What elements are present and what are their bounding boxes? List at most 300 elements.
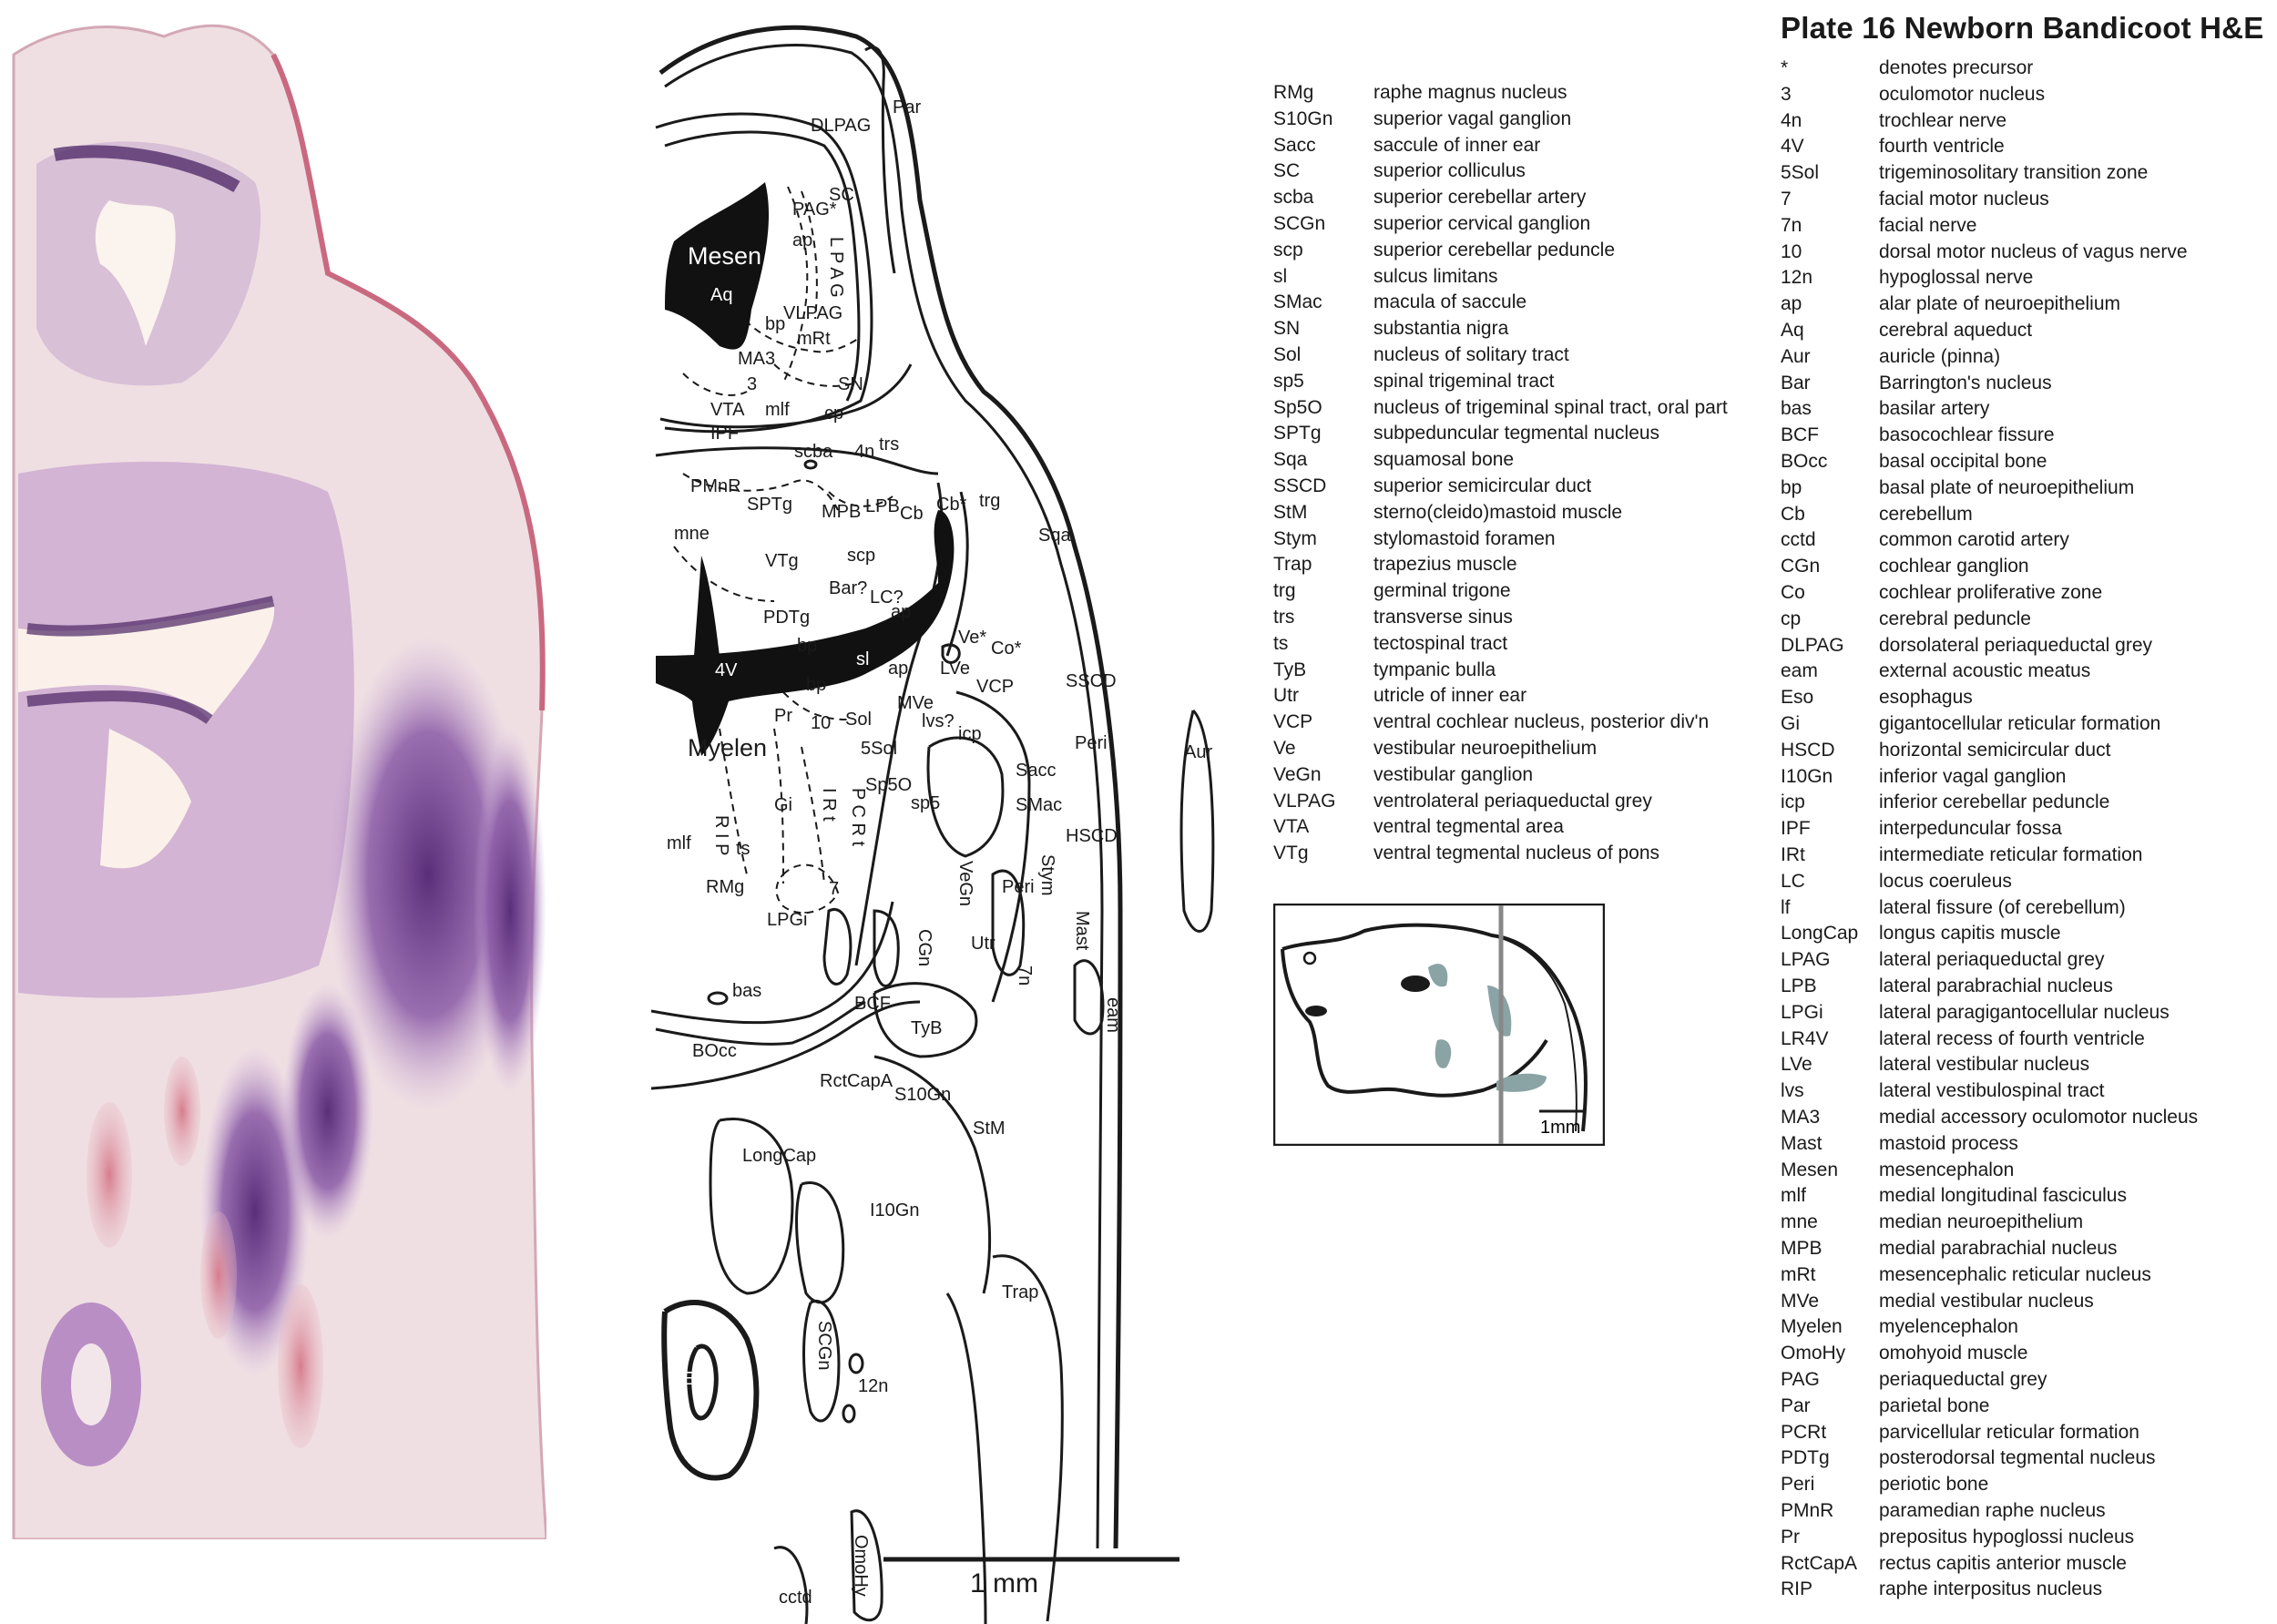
label-ap-2: ap (891, 602, 912, 622)
label-i10gn: I10Gn (870, 1200, 920, 1221)
legend-abbreviation: LongCap (1781, 923, 1859, 945)
legend-abbreviation: cctd (1781, 529, 1816, 551)
legend-definition: basilar artery (1879, 398, 1990, 420)
legend-definition: posterodorsal tegmental nucleus (1879, 1447, 2156, 1469)
label-eso: Eso (683, 1369, 715, 1389)
legend-definition: auricle (pinna) (1879, 345, 2001, 367)
label-utr: Utr (971, 934, 996, 954)
eam-outline (1075, 961, 1103, 1034)
label-vcp: VCP (976, 677, 1015, 697)
label-mlf-1: mlf (765, 400, 790, 420)
label-rip: R I P (711, 815, 731, 856)
label-sol: Sol (845, 710, 872, 730)
legend-definition: denotes precursor (1879, 57, 2034, 78)
legend-definition: subpeduncular tegmental nucleus (1373, 423, 1660, 444)
legend-definition: sulcus limitans (1373, 265, 1498, 287)
legend-abbreviation: Sqa (1273, 449, 1308, 471)
label-trap: Trap (1002, 1282, 1039, 1302)
legend-abbreviation: LPGi (1781, 1001, 1823, 1023)
legend-abbreviation: 4n (1781, 109, 1802, 131)
label-aur: Aur (1184, 742, 1213, 762)
legend-definition: lateral periaqueductal grey (1879, 949, 2105, 971)
legend-definition: superior cerebellar artery (1373, 187, 1587, 209)
legend-abbreviation: Eso (1781, 687, 1814, 709)
label-tyb: TyB (911, 1018, 943, 1038)
plate-title: Plate 16 Newborn Bandicoot H&E (1781, 11, 2264, 45)
muscle-stain (164, 1057, 200, 1166)
legend-definition: utricle of inner ear (1373, 685, 1527, 707)
label-s10gn: S10Gn (894, 1085, 952, 1105)
label-myelen: Myelen (688, 734, 768, 761)
legend-abbreviation: Sp5O (1273, 396, 1322, 418)
label-bp-1: bp (765, 314, 786, 334)
label-cb: Cb (900, 504, 924, 524)
legend-definition: prepositus hypoglossi nucleus (1879, 1526, 2135, 1547)
legend-definition: nucleus of trigeminal spinal tract, oral part (1373, 396, 1728, 418)
label-eam: eam (1103, 997, 1123, 1033)
legend-definition: lateral fissure (of cerebellum) (1879, 896, 2126, 918)
label-hscd: HSCD (1066, 826, 1118, 846)
legend-definition: raphe interpositus nucleus (1879, 1578, 2103, 1600)
legend-abbreviation: TyB (1273, 659, 1307, 680)
legend-definition: myelencephalon (1879, 1316, 2018, 1338)
legend-definition: superior vagal ganglion (1373, 107, 1572, 129)
legend-abbreviation: VCP (1273, 711, 1313, 733)
muscle-stain (200, 1211, 237, 1339)
label-aq: Aq (710, 285, 733, 305)
label-dlpag: DLPAG (811, 116, 872, 136)
label-irt: I R t (819, 788, 839, 822)
legend-abbreviation: PAG (1781, 1369, 1820, 1390)
legend-abbreviation: trs (1273, 607, 1295, 628)
label-lr4v: LR4V (970, 513, 1016, 533)
legend-abbreviation: RctCapA (1781, 1552, 1858, 1574)
legend-abbreviation: Trap (1273, 554, 1312, 576)
legend-abbreviation: MPB (1781, 1238, 1823, 1259)
label-mesen: Mesen (688, 242, 762, 270)
legend-abbreviation: IRt (1781, 844, 1805, 865)
legend-abbreviation: VLPAG (1273, 790, 1336, 812)
label-pmnr: PMnR (690, 476, 741, 496)
label-ve: Ve* (958, 628, 987, 648)
legend-definition: dorsolateral periaqueductal grey (1879, 634, 2153, 656)
legend-abbreviation: mlf (1781, 1185, 1806, 1207)
legend-definition: stylomastoid foramen (1373, 527, 1556, 549)
legend-abbreviation: I10Gn (1781, 765, 1833, 787)
legend-abbreviation: PCRt (1781, 1421, 1827, 1443)
label-sacc: Sacc (1016, 761, 1057, 781)
label-bp-2: bp (797, 636, 818, 656)
legend-definition: external acoustic meatus (1879, 660, 2091, 682)
legend-definition: cochlear ganglion (1879, 556, 2029, 577)
legend-definition: locus coeruleus (1879, 870, 2012, 892)
label-ts: ts (736, 839, 750, 859)
esophagus-lumen (71, 1343, 111, 1425)
legend-abbreviation: Sol (1273, 344, 1302, 365)
legend-abbreviation: Mesen (1781, 1159, 1839, 1180)
legend-abbreviation: OmoHy (1781, 1343, 1846, 1364)
legend-definition: transverse sinus (1373, 607, 1513, 628)
legend-definition: vestibular neuroepithelium (1373, 738, 1598, 759)
hindbrain-tissue (18, 462, 354, 998)
legend-definition: facial nerve (1879, 214, 1977, 236)
label-5sol: 5Sol (861, 739, 898, 759)
legend-abbreviation: LVe (1781, 1054, 1812, 1076)
label-scp: scp (847, 546, 876, 566)
legend-abbreviation: mRt (1781, 1263, 1816, 1285)
label-co: Co* (991, 638, 1022, 659)
legend-definition: medial accessory oculomotor nucleus (1879, 1107, 2199, 1128)
legend-definition: spinal trigeminal tract (1373, 370, 1555, 392)
label-stym: Stym (1037, 854, 1057, 896)
histology-photo (0, 0, 546, 1539)
legend-abbreviation: sl (1273, 265, 1288, 287)
legend-definition: lateral vestibular nucleus (1879, 1054, 2090, 1076)
legend-abbreviation: 3 (1781, 83, 1792, 105)
legend-definition: ventral cochlear nucleus, posterior div'n (1373, 711, 1710, 733)
cctd-outline (774, 1547, 807, 1624)
legend-definition: omohyoid muscle (1879, 1343, 2028, 1364)
legend-abbreviation: IPF (1781, 818, 1811, 840)
legend-abbreviation: Pr (1781, 1526, 1800, 1547)
label-4n: 4n (854, 442, 875, 462)
legend-abbreviation: mne (1781, 1211, 1818, 1233)
legend-definition: trigeminosolitary transition zone (1879, 162, 2149, 184)
legend-definition: saccule of inner ear (1373, 134, 1541, 156)
legend-definition: median neuroepithelium (1879, 1211, 2084, 1233)
label-bp-3: bp (806, 675, 827, 695)
label-scgn: SCGn (814, 1321, 834, 1371)
legend-definition: cerebral peduncle (1879, 608, 2031, 629)
legend-definition: cochlear proliferative zone (1879, 582, 2103, 603)
legend-abbreviation: Myelen (1781, 1316, 1843, 1338)
label-lpag: L P A G (826, 237, 846, 298)
legend-definition: alar plate of neuroepithelium (1879, 293, 2121, 315)
label-omohy: OmoHy (851, 1535, 871, 1597)
legend-abbreviation: Aq (1781, 320, 1804, 341)
legend-abbreviation: SN (1273, 318, 1301, 340)
legend-abbreviation: SCGn (1273, 213, 1326, 234)
label-12n: 12n (858, 1376, 889, 1396)
legend-definition: facial motor nucleus (1879, 189, 2049, 209)
label-4v: 4V (715, 660, 738, 680)
label-peri-1: Peri (1075, 733, 1108, 753)
legend-abbreviation: trg (1273, 580, 1296, 602)
inset-ventricle (1401, 975, 1430, 992)
label-cgn: CGn (914, 929, 934, 967)
label-smac: SMac (1016, 795, 1063, 815)
legend-abbreviation: lvs (1781, 1080, 1804, 1102)
label-longcap: LongCap (742, 1146, 817, 1166)
legend-abbreviation: ts (1273, 632, 1289, 654)
legend-abbreviation: MA3 (1781, 1107, 1821, 1128)
muscle-stain (87, 1102, 132, 1248)
legend-abbreviation: PMnR (1781, 1500, 1834, 1521)
legend-definition: medial vestibular nucleus (1879, 1290, 2094, 1312)
label-sscd: SSCD (1066, 671, 1117, 691)
legend-definition: mesencephalic reticular nucleus (1879, 1263, 2151, 1285)
label-mlf-2: mlf (667, 833, 691, 853)
label-lpb: LPB (865, 496, 900, 516)
legend-abbreviation: Bar (1781, 372, 1811, 393)
label-stm: StM (973, 1118, 1006, 1139)
legend-abbreviation: BCF (1781, 424, 1819, 446)
label-vtg: VTg (765, 551, 799, 571)
legend-abbreviation: Aur (1781, 345, 1811, 367)
legend-abbreviation: RMg (1273, 82, 1314, 103)
legend-abbreviation: Co (1781, 582, 1805, 603)
label-lvs: lvs? (922, 711, 955, 731)
legend-definition: mastoid process (1879, 1132, 2018, 1154)
twelven-vessel (850, 1354, 863, 1373)
legend-abbreviation: 12n (1781, 267, 1813, 289)
legend-abbreviation: SSCD (1273, 475, 1327, 496)
legend-definition: lateral recess of fourth ventricle (1879, 1027, 2145, 1049)
legend-abbreviation: 7 (1781, 189, 1792, 209)
legend-abbreviation: SC (1273, 160, 1301, 182)
legend-definition: fourth ventricle (1879, 136, 2005, 158)
label-rctcapa: RctCapA (820, 1071, 893, 1091)
legend-abbreviation: RIP (1781, 1578, 1813, 1600)
legend-definition: periaqueductal grey (1879, 1369, 2047, 1390)
label-mast: Mast (1072, 911, 1092, 951)
legend-abbreviation: eam (1781, 660, 1818, 682)
muscle-stain (278, 1284, 323, 1448)
legend-abbreviation: Cb (1781, 503, 1805, 525)
legend-abbreviation: Par (1781, 1394, 1811, 1416)
legend-definition: trapezius muscle (1373, 554, 1517, 576)
label-pr: Pr (774, 706, 792, 726)
label-trg: trg (979, 491, 1001, 511)
legend-definition: germinal trigone (1373, 580, 1511, 602)
label-bas: bas (732, 981, 762, 1001)
legend-definition: lateral parabrachial nucleus (1879, 975, 2113, 996)
label-7: 7 (829, 879, 840, 899)
label-lve: LVe (940, 659, 970, 679)
legend-abbreviation: LR4V (1781, 1027, 1829, 1049)
legend-abbreviation: PDTg (1781, 1447, 1830, 1469)
legend-abbreviation: ap (1781, 293, 1802, 315)
label-scba: scba (794, 442, 833, 462)
legend-abbreviation: lf (1781, 896, 1791, 918)
legend-definition: inferior vagal ganglion (1879, 765, 2067, 787)
label-sqa: Sqa (1038, 526, 1071, 546)
label-bcf: BCF (854, 994, 891, 1014)
scale-bar-label: 1 mm (970, 1568, 1038, 1598)
legend-definition: tectospinal tract (1373, 632, 1508, 654)
legend-definition: intermediate reticular formation (1879, 844, 2143, 865)
label-gi: Gi (774, 795, 792, 815)
label-sn: SN (838, 374, 863, 394)
legend-definition: macula of saccule (1373, 291, 1527, 313)
legend-definition: superior semicircular duct (1373, 475, 1592, 496)
label-pdtg: PDTg (763, 608, 811, 628)
legend-definition: tympanic bulla (1373, 659, 1496, 680)
legend-definition: medial parabrachial nucleus (1879, 1238, 2118, 1259)
label-ma3: MA3 (738, 349, 776, 369)
legend-abbreviation: Mast (1781, 1132, 1823, 1154)
label-mpb: MPB (822, 502, 862, 522)
legend-definition: trochlear nerve (1879, 109, 2007, 131)
bas-vessel (709, 993, 727, 1004)
legend-abbreviation: 10 (1781, 240, 1802, 262)
trap-outline (993, 1256, 1062, 1621)
legend-abbreviation: Gi (1781, 713, 1800, 734)
label-vta: VTA (710, 400, 745, 420)
label-trs: trs (879, 434, 900, 455)
label-mve: MVe (897, 693, 934, 713)
legend-abbreviation: LC (1781, 870, 1805, 892)
inset-scale-label: 1mm (1540, 1118, 1581, 1138)
label-sl-1: sl (783, 262, 797, 282)
legend-definition: superior cervical ganglion (1373, 213, 1591, 234)
label-mne: mne (674, 524, 710, 544)
legend-abbreviation: S10Gn (1273, 107, 1333, 129)
legend-abbreviation: bas (1781, 398, 1812, 420)
legend-definition: parvicellular reticular formation (1879, 1421, 2139, 1443)
legend-definition: medial longitudinal fasciculus (1879, 1185, 2127, 1207)
label-par: Par (893, 97, 922, 117)
legend-definition: ventral tegmental nucleus of pons (1373, 843, 1660, 864)
legend-abbreviation: Ve (1273, 738, 1296, 759)
legend-abbreviation: Peri (1781, 1474, 1815, 1496)
legend-definition: superior cerebellar peduncle (1373, 239, 1615, 260)
legend-abbreviation: VeGn (1273, 763, 1322, 785)
label-sp5: sp5 (911, 793, 941, 813)
legend-definition: mesencephalon (1879, 1159, 2015, 1180)
legend-definition: horizontal semicircular duct (1879, 739, 2111, 761)
legend-definition: cerebellum (1879, 503, 1973, 525)
legend-abbreviation: Utr (1273, 685, 1299, 707)
label-lf: lf (965, 584, 975, 604)
legend-abbreviation: HSCD (1781, 739, 1835, 761)
orientation-inset (1273, 904, 1605, 1146)
legend-abbreviation: BOcc (1781, 451, 1828, 472)
legend-definition: lateral vestibulospinal tract (1879, 1080, 2105, 1102)
legend-definition: interpeduncular fossa (1879, 818, 2062, 840)
legend-definition: Barrington's nucleus (1879, 372, 2052, 393)
scba-vessel (805, 461, 816, 468)
legend-abbreviation: VTA (1273, 816, 1310, 838)
label-7n: 7n (1015, 965, 1035, 986)
legend-definition: parietal bone (1879, 1394, 1990, 1416)
label-10: 10 (811, 713, 832, 733)
legend-definition: cerebral aqueduct (1879, 320, 2033, 341)
legend-definition: sterno(cleido)mastoid muscle (1373, 501, 1623, 523)
legend-definition: raphe magnus nucleus (1373, 82, 1567, 103)
label-peri-2: Peri (1002, 877, 1035, 897)
label-bocc: BOcc (692, 1041, 737, 1061)
legend-abbreviation: icp (1781, 792, 1805, 813)
legend-abbreviation: DLPAG (1781, 634, 1844, 656)
legend-abbreviation: scba (1273, 187, 1314, 209)
legend-abbreviation: scp (1273, 239, 1303, 260)
label-icp: icp (958, 724, 982, 744)
label-lc: LC? (870, 587, 904, 608)
ganglion-stain-2 (474, 729, 546, 1093)
label-ap-3: ap (888, 659, 909, 679)
legend-abbreviation: MVe (1781, 1290, 1820, 1312)
legend-definition: common carotid artery (1879, 529, 2069, 551)
legend-definition: hypoglossal nerve (1879, 267, 2034, 289)
label-ap-1: ap (792, 230, 813, 250)
legend-definition: longus capitis muscle (1879, 923, 2061, 945)
legend-abbreviation: SMac (1273, 291, 1322, 313)
label-lpgi: LPGi (767, 910, 808, 930)
legend-definition: periotic bone (1879, 1474, 1989, 1496)
label-cp: cp (824, 403, 844, 424)
legend-abbreviation: VTg (1273, 843, 1309, 864)
mne-fill (694, 556, 720, 656)
label-sc: SC (829, 185, 854, 205)
label-sl-2: sl (856, 649, 870, 669)
legend-abbreviation: CGn (1781, 556, 1821, 577)
legend-definition: oculomotor nucleus (1879, 83, 2046, 105)
legend-definition: esophagus (1879, 687, 1973, 709)
label-mrt: mRt (797, 329, 831, 349)
label-vlpag: VLPAG (783, 303, 843, 323)
label-ipf: IPF (710, 424, 740, 444)
legend-abbreviation: LPB (1781, 975, 1817, 996)
i10gn-outline (797, 1182, 843, 1302)
legend-abbreviation: * (1781, 57, 1789, 78)
legend-abbreviation: Stym (1273, 527, 1317, 549)
legend-definition: basal occipital bone (1879, 451, 2047, 472)
label-vegn: VeGn (955, 861, 975, 907)
legend-abbreviation: SPTg (1273, 423, 1322, 444)
par-bone (865, 47, 894, 273)
legend-abbreviation: bp (1781, 476, 1802, 498)
ma3-division (683, 373, 747, 395)
legend-abbreviation: LPAG (1781, 949, 1831, 971)
legend-abbreviation: cp (1781, 608, 1802, 629)
legend-abbreviation: 5Sol (1781, 162, 1820, 184)
legend-definition: rectus capitis anterior muscle (1879, 1552, 2127, 1574)
legend-definition: vestibular ganglion (1373, 763, 1534, 785)
twelven-vessel-2 (843, 1405, 854, 1422)
legend-abbreviation: sp5 (1273, 370, 1304, 392)
legend-abbreviation: StM (1273, 501, 1308, 523)
legend-definition: lateral paragigantocellular nucleus (1879, 1001, 2170, 1023)
inset-nose (1305, 1006, 1327, 1016)
legend-abbreviation: 4V (1781, 136, 1804, 158)
legend-abbreviation: 7n (1781, 214, 1802, 236)
legend-abbreviation: Sacc (1273, 134, 1316, 156)
cgn-outline (824, 909, 851, 984)
legend-definition: nucleus of solitary tract (1373, 344, 1569, 365)
label-pcrt: P C R t (848, 788, 868, 847)
label-3: 3 (747, 374, 758, 394)
vtg-division (674, 546, 774, 601)
legend-definition: basocochlear fissure (1879, 424, 2055, 446)
legend-definition: inferior cerebellar peduncle (1879, 792, 2110, 813)
anatomy-diagram (647, 0, 1230, 1624)
label-sp5o: Sp5O (865, 775, 913, 795)
legend-definition: gigantocellular reticular formation (1879, 713, 2161, 734)
legend-definition: superior colliculus (1373, 160, 1526, 182)
legend-definition: basal plate of neuroepithelium (1879, 476, 2135, 498)
lower-stain-2 (282, 984, 373, 1239)
legend-definition: ventral tegmental area (1373, 816, 1564, 838)
legend-definition: squamosal bone (1373, 449, 1515, 471)
label-sptg: SPTg (747, 495, 793, 515)
legend-definition: substantia nigra (1373, 318, 1509, 340)
legend-definition: dorsal motor nucleus of vagus nerve (1879, 240, 2188, 262)
label-bar: Bar? (829, 578, 868, 598)
eso-outline (664, 1302, 756, 1478)
label-rmg: RMg (706, 877, 745, 897)
label-cbstar: Cb* (936, 495, 967, 515)
